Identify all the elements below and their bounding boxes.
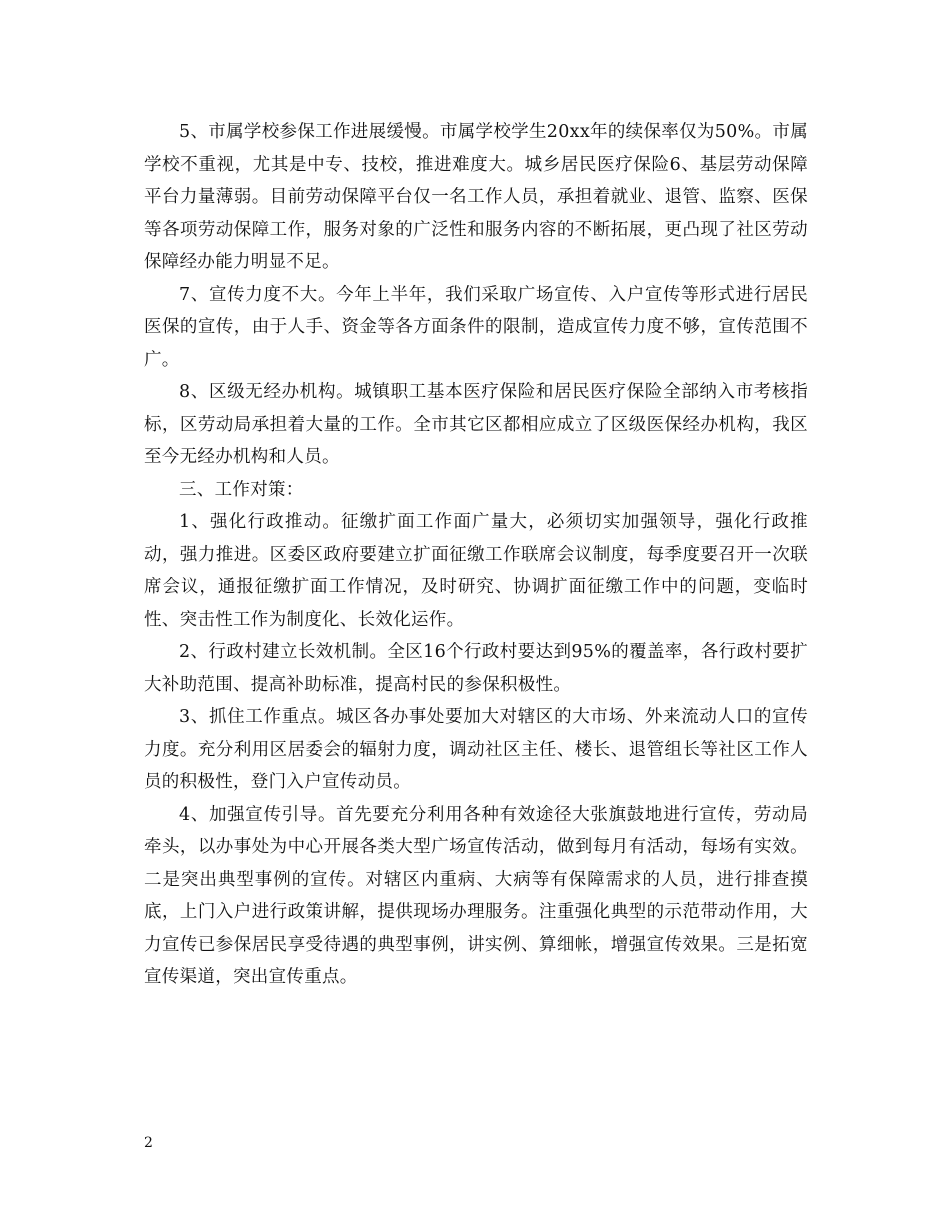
paragraph-school-insurance: 5、市属学校参保工作进展缓慢。市属学校学生20xx年的续保率仅为50%。市属学校不重视，尤其是中专、技校，推进难度大。城乡居民医疗保险6、基层劳动保障平台力量薄弱。目前劳动保障平台仅一名工作人员，承担着就业、退管、监察、医保等各项劳动保障工作，服务对象的广泛性和服务内容的不断拓展，更凸现了社区劳动保障经办能力明显不足。: [144, 122, 808, 272]
paragraph-no-agency: 8、区级无经办机构。城镇职工基本医疗保险和居民医疗保险全部纳入市考核指标，区劳动局承担着大量的工作。全市其它区都相应成立了区级医保经办机构，我区至今无经办机构和人员。: [144, 382, 808, 467]
paragraph-administrative-push: 1、强化行政推动。征缴扩面工作面广量大，必须切实加强领导，强化行政推动，强力推进。区委区政府要建立扩面征缴工作联席会议制度，每季度要召开一次联席会议，通报征缴扩面工作情况，及时研究、协调扩面征缴工作中的问题，变临时性、突击性工作为制度化、长效化运作。: [144, 512, 808, 630]
paragraph-key-work: 3、抓住工作重点。城区各办事处要加大对辖区的大市场、外来流动人口的宣传力度。充分利用区居委会的辐射力度，调动社区主任、楼长、退管组长等社区工作人员的积极性，登门入户宣传动员。: [144, 707, 808, 792]
section-heading-countermeasures: 三、工作对策：: [179, 479, 304, 500]
paragraph-publicity-weak: 7、宣传力度不大。今年上半年，我们采取广场宣传、入户宣传等形式进行居民医保的宣传，由于人手、资金等各方面条件的限制，造成宣传力度不够，宣传范围不广。: [144, 284, 808, 370]
paragraph-publicity-guidance: 4、加强宣传引导。首先要充分利用各种有效途径大张旗鼓地进行宣传，劳动局牵头，以办事处为中心开展各类大型广场宣传活动，做到每月有活动，每场有实效。二是突出典型事例的宣传。对辖区内重病、大病等有保障需求的人员，进行排查摸底，上门入户进行政策讲解，提供现场办理服务。注重强化典型的示范带动作用，大力宣传已参保居民享受待遇的典型事例，讲实例、算细帐，增强宣传效果。三是拓宽宣传渠道，突出宣传重点。: [144, 804, 808, 987]
document-body: [144, 116, 808, 994]
page-number: 2: [144, 1135, 153, 1151]
paragraph-village-mechanism: 2、行政村建立长效机制。全区16个行政村要达到95%的覆盖率，各行政村要扩大补助范围、提高补助标准，提高村民的参保积极性。: [144, 642, 808, 695]
